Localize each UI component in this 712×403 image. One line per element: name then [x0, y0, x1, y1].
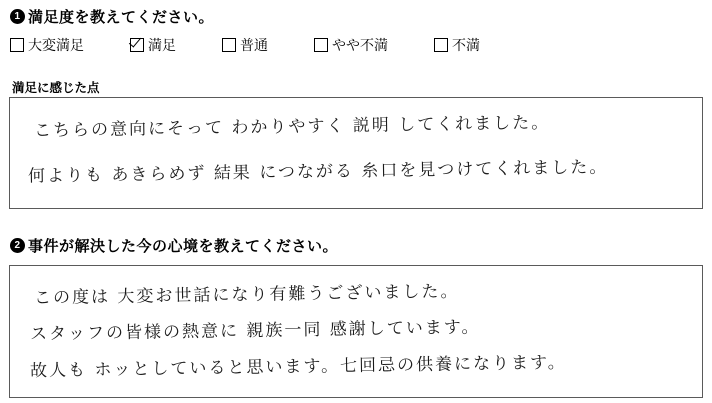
choice-label-0: 大変満足	[28, 37, 84, 53]
question-1-heading	[10, 6, 214, 27]
choice-option-0[interactable]	[10, 35, 84, 55]
question-1-subheading: 満足に感じた点	[12, 81, 100, 95]
question-1-answer-line-1: こちらの意向にそって わかりやすく 説明 してくれました。	[33, 112, 551, 142]
choice-label-2: 普通	[240, 37, 268, 53]
choice-label-3: やや不満	[332, 37, 388, 53]
checkbox-manzoku[interactable]	[130, 38, 144, 52]
question-2-answer-line-1: この度は 大変お世話になり有難うございました。	[33, 281, 460, 309]
question-2-heading	[10, 235, 338, 256]
choice-option-1[interactable]	[130, 35, 176, 55]
question-1-text: 満足度を教えてください。	[28, 9, 215, 26]
question-1-answer-line-2: 何よりも あきらめず 結果 につながる 糸口を見つけてくれました。	[27, 157, 609, 187]
question-2-text: 事件が解決した今の心境を教えてください。	[28, 238, 339, 255]
choice-option-2[interactable]	[222, 35, 268, 55]
choice-option-3[interactable]	[314, 35, 388, 55]
question-1-number: 1	[10, 9, 25, 24]
choice-label-1: 満足	[148, 37, 176, 53]
choice-option-4[interactable]	[434, 35, 480, 55]
question-2-answer-line-2: スタッフの皆様の熱意に 親族一同 感謝しています。	[29, 317, 481, 345]
satisfaction-choice-group	[10, 35, 570, 55]
choice-label-4: 不満	[452, 37, 480, 53]
question-2-number: 2	[10, 238, 25, 253]
checkbox-daihen-manzoku[interactable]	[10, 38, 24, 52]
question-2-answer-line-3: 故人も ホッとしていると思います。七回忌の供養になります。	[29, 352, 567, 382]
checkbox-futsuu[interactable]	[222, 38, 236, 52]
checkbox-fuman[interactable]	[434, 38, 448, 52]
checkbox-yaya-fuman[interactable]	[314, 38, 328, 52]
